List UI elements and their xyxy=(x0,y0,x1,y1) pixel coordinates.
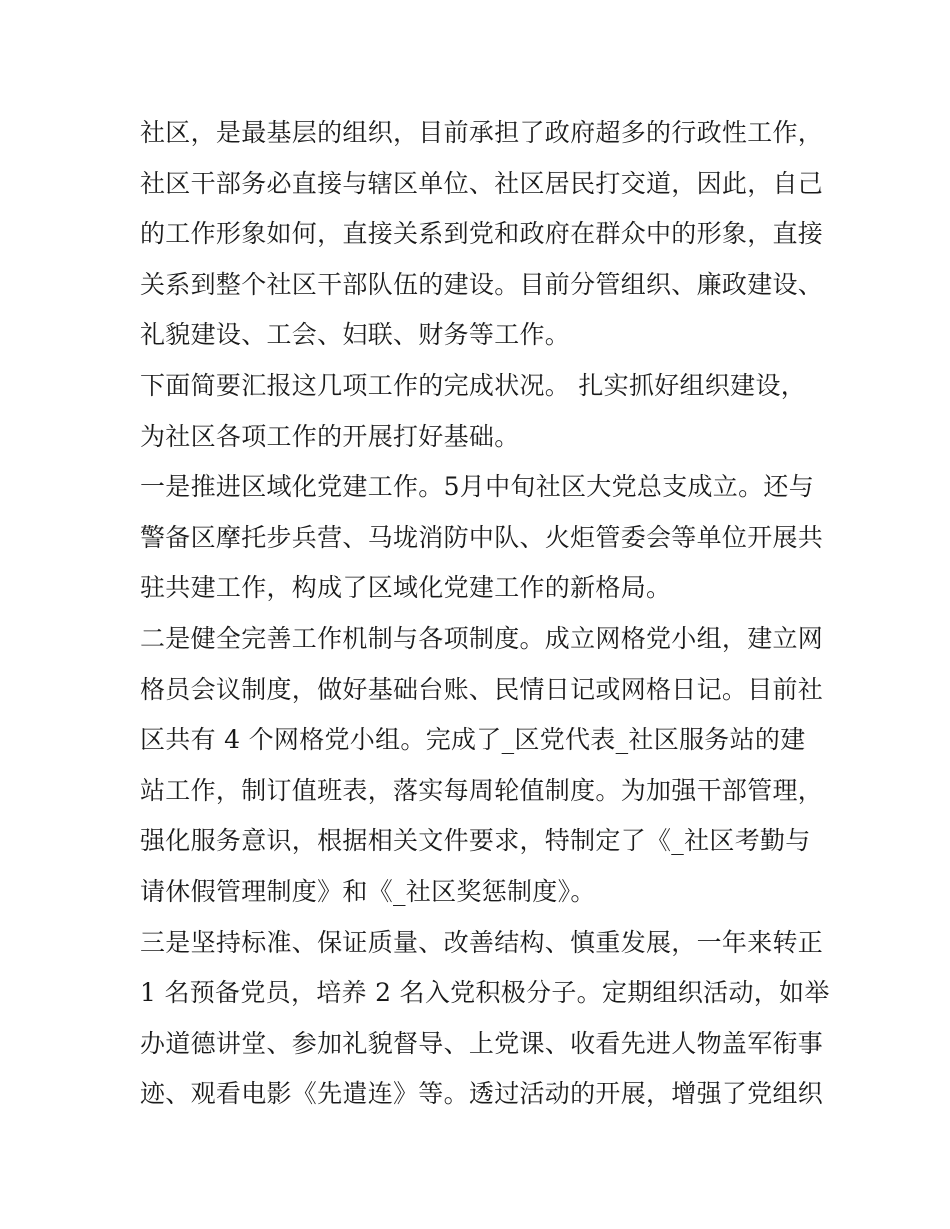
body-text xyxy=(140,108,830,1120)
text-line-6: 下面简要汇报这几项工作的完成状况。 扎实抓好组织建设， xyxy=(140,370,807,400)
text-line-14: 站工作，制订值班表，落实每周轮值制度。为加强干部管理， xyxy=(140,775,824,805)
text-line-2: 社区干部务必直接与辖区单位、社区居民打交道，因此，自己 xyxy=(140,168,824,198)
text-line-11: 二是健全完善工作机制与各项制度。成立网格党小组，建立网 xyxy=(140,623,824,653)
text-line-16: 请休假管理制度》和《_社区奖惩制度》。 xyxy=(140,876,596,906)
text-line-5: 礼貌建设、工会、妇联、财务等工作。 xyxy=(140,320,571,350)
text-line-18: 1 名预备党员，培养 2 名入党积极分子。定期组织活动，如举 xyxy=(140,978,830,1008)
text-line-10: 驻共建工作，构成了区域化党建工作的新格局。 xyxy=(140,573,672,603)
text-line-4: 关系到整个社区干部队伍的建设。目前分管组织、廉政建设、 xyxy=(140,269,824,299)
text-line-3: 的工作形象如何，直接关系到党和政府在群众中的形象，直接 xyxy=(140,219,824,249)
text-line-9: 警备区摩托步兵营、马垅消防中队、火炬管委会等单位开展共 xyxy=(140,522,824,552)
text-line-13: 区共有 4 个网格党小组。完成了_区党代表_社区服务站的建 xyxy=(140,725,806,755)
text-line-12: 格员会议制度，做好基础台账、民情日记或网格日记。目前社 xyxy=(140,674,824,704)
text-line-1: 社区，是最基层的组织，目前承担了政府超多的行政性工作， xyxy=(140,118,824,147)
text-line-20: 迹、观看电影《先遣连》等。透过活动的开展，增强了党组织 xyxy=(140,1079,824,1109)
text-line-15: 强化服务意识，根据相关文件要求，特制定了《_社区考勤与 xyxy=(140,826,811,856)
text-line-7: 为社区各项工作的开展打好基础。 xyxy=(140,421,520,451)
text-line-8: 一是推进区域化党建工作。5月中旬社区大党总支成立。还与 xyxy=(140,472,815,502)
text-line-19: 办道德讲堂、参加礼貌督导、上党课、收看先进人物盖军衔事 xyxy=(140,1028,824,1058)
text-line-17: 三是坚持标准、保证质量、改善结构、慎重发展，一年来转正 xyxy=(140,927,824,957)
